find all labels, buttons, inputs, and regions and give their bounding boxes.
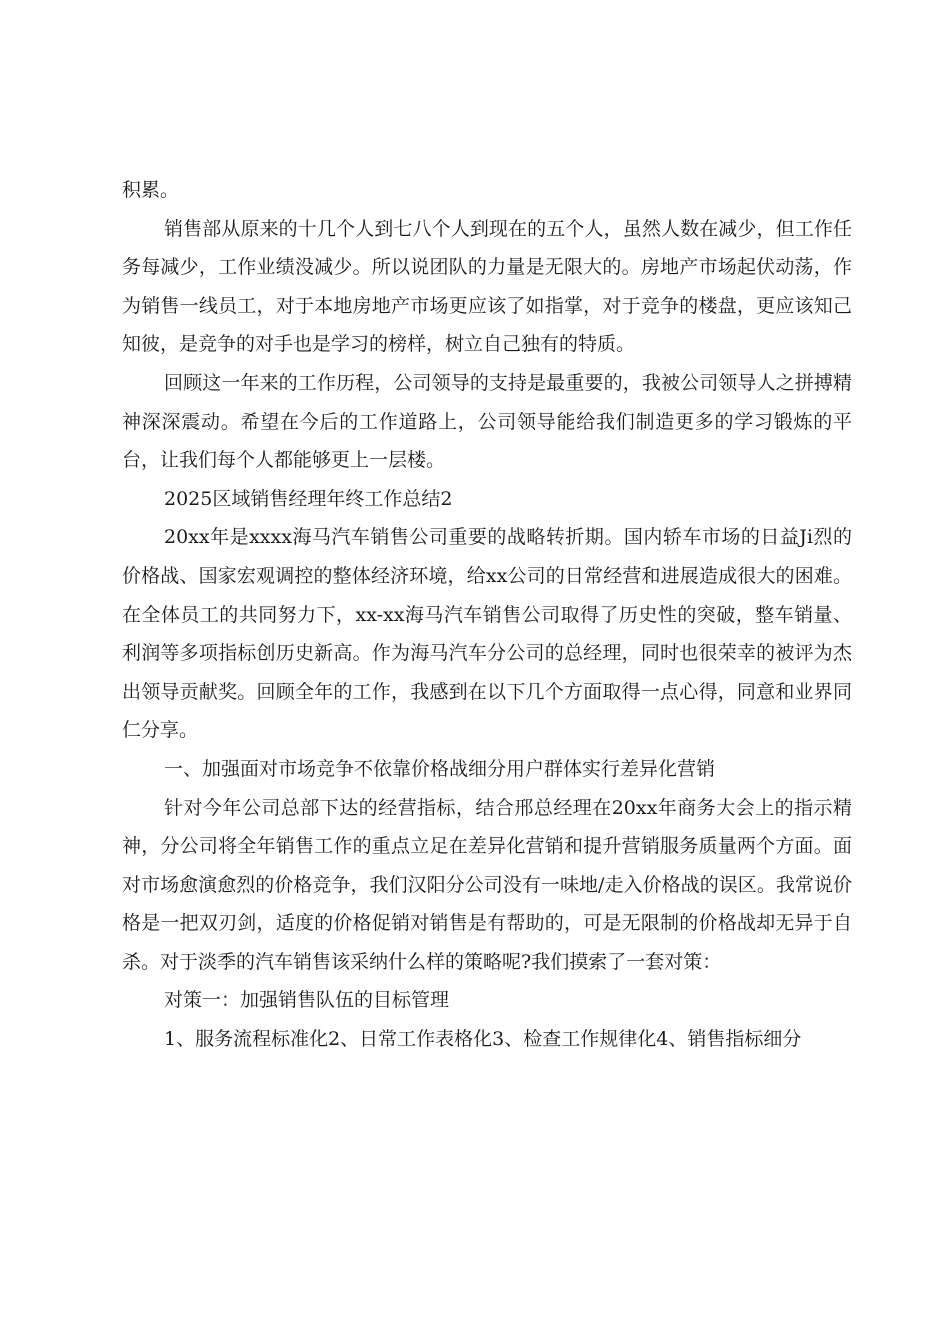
paragraph-continuation: 积累。 — [122, 179, 180, 201]
paragraph-sales-team: 销售部从原来的十几个人到七八个人到现在的五个人，虽然人数在减少，但工作任务每减少，工作业绩没减少。所以说团队的力量是无限大的。房地产市场起伏动荡，作为销售一线员工，对于本地房地产市场更应该了如指掌，对于竞争的楼盘，更应该知己知彼，是竞争的对手也是学习的榜样，树立自己独有的特质。 — [122, 217, 852, 356]
paragraph-review: 回顾这一年来的工作历程，公司领导的支持是最重要的，我被公司领导人之拼搏精神深深震动。希望在今后的工作道路上，公司领导能给我们制造更多的学习锻炼的平台，让我们每个人都能够更上一层楼。 — [122, 371, 852, 472]
subsection-heading: 一、加强面对市场竞争不依靠价格战细分用户群体实行差异化营销 — [164, 757, 716, 780]
strategy-heading: 对策一：加强销售队伍的目标管理 — [164, 989, 450, 1012]
paragraph-list: 1、服务流程标准化2、日常工作表格化3、检查工作规律化4、销售指标细分 — [164, 1028, 802, 1051]
section-heading: 2025区域销售经理年终工作总结2 — [164, 487, 453, 510]
document-body — [122, 171, 852, 1059]
paragraph-intro: 20xx年是xxxx海马汽车销售公司重要的战略转折期。国内轿车市场的日益Ji烈的价格战、国家宏观调控的整体经济环境，给xx公司的日常经营和进展造成很大的困难。在全体员工的共同努力下，xx-xx海马汽车销售公司取得了历史性的突破，整车销量、利润等多项指标创历史新高。作为海马汽车分公司的总经理，同时也很荣幸的被评为杰出领导贡献奖。回顾全年的工作，我感到在以下几个方面取得一点心得，同意和业界同仁分享。 — [122, 526, 852, 742]
paragraph-strategy: 针对今年公司总部下达的经营指标，结合邢总经理在20xx年商务大会上的指示精神，分公司将全年销售工作的重点立足在差异化营销和提升营销服务质量两个方面。面对市场愈演愈烈的价格竞争，我们汉阳分公司没有一味地/走入价格战的误区。我常说价格是一把双刃剑，适度的价格促销对销售是有帮助的，可是无限制的价格战却无异于自杀。对于淡季的汽车销售该采纳什么样的策略呢?我们摸索了一套对策： — [122, 796, 852, 973]
